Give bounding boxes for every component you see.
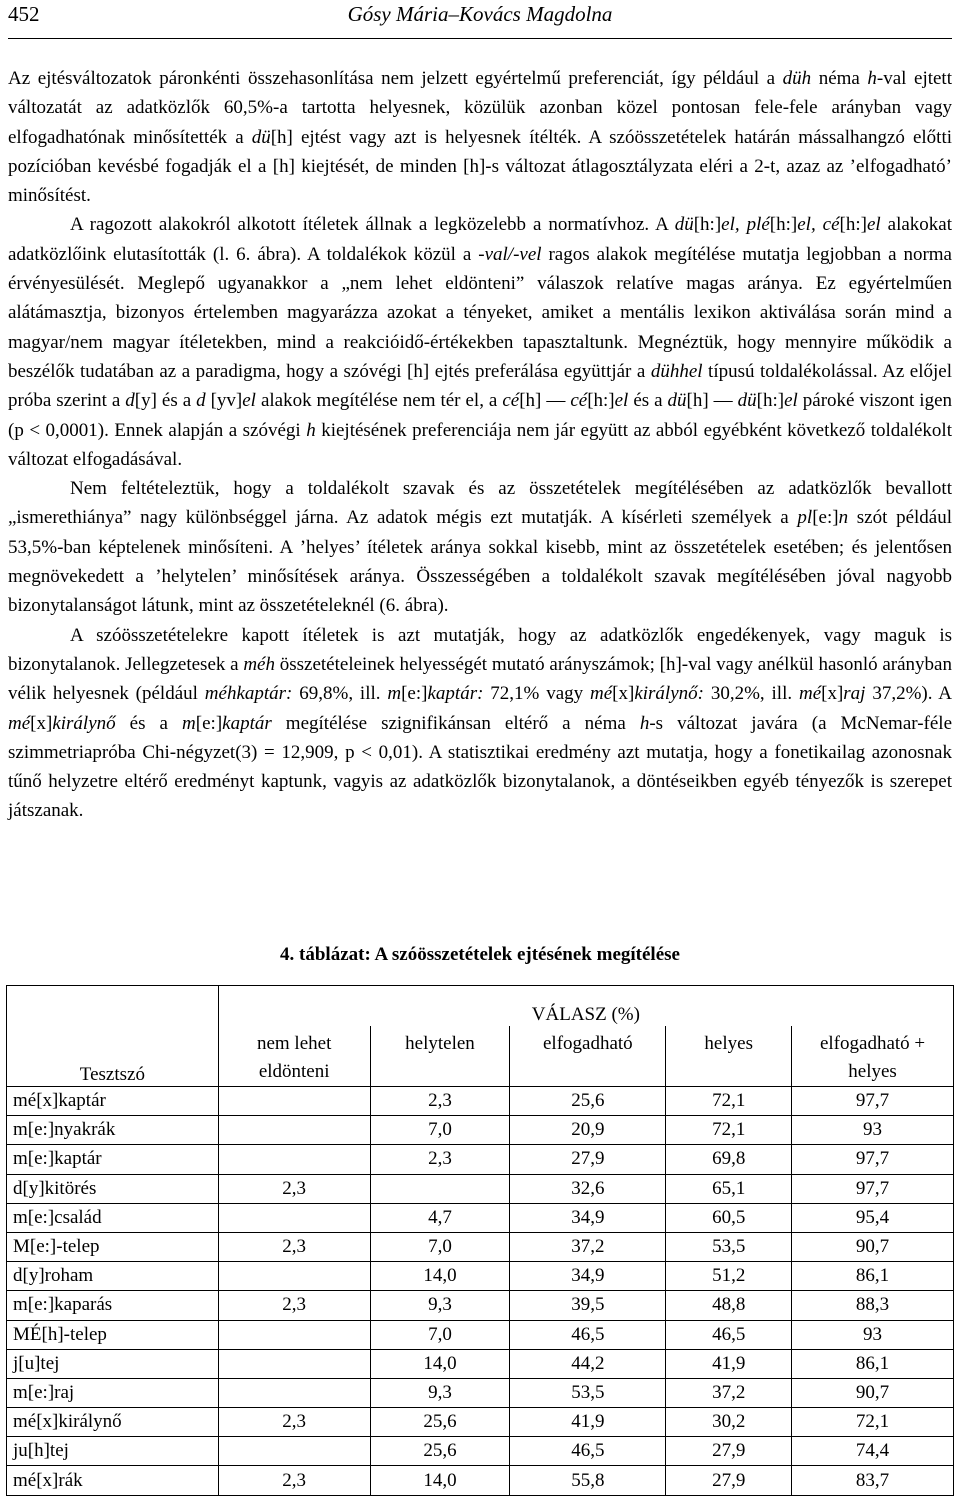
value-cell: 4,7	[370, 1203, 510, 1232]
value-cell: 72,1	[792, 1408, 954, 1437]
value-cell: 25,6	[370, 1408, 510, 1437]
value-cell: 2,3	[218, 1408, 370, 1437]
col-header-helyes: helyes	[666, 1026, 792, 1087]
value-cell	[218, 1349, 370, 1378]
table-row	[7, 1408, 954, 1437]
value-cell: 2,3	[218, 1291, 370, 1320]
value-cell: 53,5	[666, 1232, 792, 1261]
value-cell: 69,8	[666, 1145, 792, 1174]
table-row	[7, 1320, 954, 1349]
value-cell: 97,7	[792, 1145, 954, 1174]
value-cell: 46,5	[666, 1320, 792, 1349]
paragraph: A szóösszetételekre kapott ítéletek is azt mutatják, hogy az adatközlők engedékenyek, vagy maguk is bizonytalanok. Jellegzetesek a méh összetételeinek helyességét mutató arányszámok; [h]-val vagy anélkül hasonló arányban vélik helyesnek (például méhkaptár: 69,8%, ill. m[e:]kaptár: 72,1% vagy mé[x]királynő: 30,2%, ill. mé[x]raj 37,2%). A mé[x]királynő és a m[e:]kaptár megítélése szignifikánsan eltérő a néma h-s változat javára (a McNemar-féle szimmetriapróba Chi-négyzet(3) = 12,909, p < 0,01). A statisztikai eredmény azt mutatja, hogy a fonetikailag azonosnak tűnő helyzetre eltérő eredményt kaptunk, vagyis az adatközlők bizonytalanok, a döntéseikben egyéb tényezők is szerepet játszanak.	[8, 624, 953, 822]
test-word-cell: MÉ[h]-telep	[7, 1320, 219, 1349]
value-cell: 25,6	[370, 1437, 510, 1466]
value-cell	[370, 1174, 510, 1203]
col-header-nem-lehet-eldonteni: nem lehet eldönteni	[218, 1026, 370, 1087]
table-row	[7, 1437, 954, 1466]
value-cell: 44,2	[510, 1349, 666, 1378]
test-word-cell: m[e:]raj	[7, 1378, 219, 1407]
body-text	[8, 64, 952, 826]
value-cell: 37,2	[666, 1378, 792, 1407]
paragraph: A ragozott alakokról alkotott ítéletek állnak a legközelebb a normatívhoz. A dü[h:]el, plé[h:]el, cé[h:]el alakokat adatközlőink elutasították (l. 6. ábra). A toldalékok közül a -val/-vel ragos alakok megítélése mutatja legjobban a norma érvényesülését. Meglepő ugyanakkor a „nem lehet eldönteni” válaszok relatíve magas aránya. Ez egyértelműen alátámasztja, bizonyos értelemben magyarázza azokat a tényeket, amiket a mentális lexikon aktiválása során mind a magyar/nem magyar ítéletekben, mind a reakcióidő-értékekben tapasztaltunk. Megnéztük, hogy mennyire működik a beszélők tudatában az a paradigma, hogy a szóvégi [h] ejtés preferálása együttjár a dühhel típusú toldalékolással. Az előjel próba szerint a d[y] és a d [yv]el alakok megítélése nem tér el, a cé[h] — cé[h:]el és a dü[h] — dü[h:]el pároké viszont igen (p < 0,0001). Ennek alapján a szóvégi h kiejtésének preferenciája nem jár együtt az abból egyébként következő toldalékolt változat elfogadásával.	[8, 214, 953, 470]
value-cell: 97,7	[792, 1087, 954, 1116]
test-word-cell: j[u]tej	[7, 1349, 219, 1378]
value-cell: 48,8	[666, 1291, 792, 1320]
value-cell: 95,4	[792, 1203, 954, 1232]
test-word-cell: m[e:]kaparás	[7, 1291, 219, 1320]
value-cell: 37,2	[510, 1232, 666, 1261]
col-header-tesztszo: Tesztszó	[7, 986, 219, 1087]
value-cell: 32,6	[510, 1174, 666, 1203]
table-caption: 4. táblázat: A szóösszetételek ejtésének megítélése	[280, 944, 680, 965]
value-cell	[218, 1116, 370, 1145]
table-row	[7, 1349, 954, 1378]
test-word-cell: mé[x]királynő	[7, 1408, 219, 1437]
test-word-cell: m[e:]nyakrák	[7, 1116, 219, 1145]
value-cell: 51,2	[666, 1262, 792, 1291]
value-cell: 46,5	[510, 1320, 666, 1349]
value-cell: 65,1	[666, 1174, 792, 1203]
value-cell: 93	[792, 1320, 954, 1349]
table-row	[7, 1087, 954, 1116]
table-row	[7, 1116, 954, 1145]
running-head-authors: Gósy Mária–Kovács Magdolna	[347, 2, 613, 26]
table-row	[7, 1145, 954, 1174]
table-row	[7, 1232, 954, 1261]
value-cell: 2,3	[370, 1087, 510, 1116]
value-cell: 14,0	[370, 1262, 510, 1291]
col-header-helytelen: helytelen	[370, 1026, 510, 1087]
test-word-cell: d[y]roham	[7, 1262, 219, 1291]
test-word-cell: mé[x]rák	[7, 1466, 219, 1495]
value-cell: 93	[792, 1116, 954, 1145]
page-number: 452	[8, 2, 40, 26]
table-row	[7, 1466, 954, 1495]
value-cell	[218, 1145, 370, 1174]
test-word-cell: mé[x]kaptár	[7, 1087, 219, 1116]
value-cell: 88,3	[792, 1291, 954, 1320]
value-cell: 86,1	[792, 1349, 954, 1378]
table-row	[7, 1378, 954, 1407]
value-cell: 41,9	[510, 1408, 666, 1437]
test-word-cell: m[e:]család	[7, 1203, 219, 1232]
value-cell: 83,7	[792, 1466, 954, 1495]
value-cell: 60,5	[666, 1203, 792, 1232]
value-cell: 25,6	[510, 1087, 666, 1116]
value-cell: 7,0	[370, 1320, 510, 1349]
value-cell: 14,0	[370, 1466, 510, 1495]
table-row	[7, 1262, 954, 1291]
table-row	[7, 1203, 954, 1232]
running-header	[8, 0, 952, 39]
value-cell: 2,3	[218, 1232, 370, 1261]
test-word-cell: d[y]kitörés	[7, 1174, 219, 1203]
value-cell: 7,0	[370, 1232, 510, 1261]
value-cell: 9,3	[370, 1291, 510, 1320]
value-cell: 2,3	[370, 1145, 510, 1174]
value-cell: 86,1	[792, 1262, 954, 1291]
value-cell: 27,9	[510, 1145, 666, 1174]
value-cell: 46,5	[510, 1437, 666, 1466]
group-header-valasz: VÁLASZ (%)	[218, 986, 953, 1027]
value-cell: 2,3	[218, 1174, 370, 1203]
test-word-cell: M[e:]-telep	[7, 1232, 219, 1261]
value-cell: 72,1	[666, 1087, 792, 1116]
value-cell: 20,9	[510, 1116, 666, 1145]
value-cell: 34,9	[510, 1262, 666, 1291]
table-row	[7, 1174, 954, 1203]
value-cell: 72,1	[666, 1116, 792, 1145]
value-cell	[218, 1320, 370, 1349]
table-row	[7, 1291, 954, 1320]
value-cell: 30,2	[666, 1408, 792, 1437]
value-cell: 90,7	[792, 1378, 954, 1407]
value-cell: 39,5	[510, 1291, 666, 1320]
value-cell: 34,9	[510, 1203, 666, 1232]
value-cell: 97,7	[792, 1174, 954, 1203]
value-cell	[218, 1437, 370, 1466]
value-cell: 27,9	[666, 1466, 792, 1495]
value-cell: 27,9	[666, 1437, 792, 1466]
value-cell	[218, 1087, 370, 1116]
value-cell: 14,0	[370, 1349, 510, 1378]
value-cell	[218, 1378, 370, 1407]
value-cell: 90,7	[792, 1232, 954, 1261]
value-cell: 74,4	[792, 1437, 954, 1466]
value-cell: 9,3	[370, 1378, 510, 1407]
value-cell: 41,9	[666, 1349, 792, 1378]
paragraph: Az ejtésváltozatok páronkénti összehasonlítása nem jelzett egyértelmű preferenciát, így például a düh néma h-val ejtett változatát az adatközlők 60,5%-a tartotta helyesnek, közülük azonban közel pontosan fele-fele arányban vagy elfogadhatónak minősítették a dü[h] ejtést vagy azt is helyesnek ítélték. A szóösszetételek határán mássalhangzó előtti pozícióban kevésbé fogadják el a [h] kiejtését, de minden [h]-s változat átlagosztályzata eléri a 2-t, azaz az ’elfogadható’ minősítést.	[8, 68, 953, 207]
value-cell: 53,5	[510, 1378, 666, 1407]
col-header-elfogadhato-helyes: elfogadható + helyes	[792, 1026, 954, 1087]
col-header-elfogadhato: elfogadható	[510, 1026, 666, 1087]
paragraph: Nem feltételeztük, hogy a toldalékolt szavak és az összetételek megítélésében az adatközlők bevallott „ismerethiánya” nagy különbséggel járna. Az adatok mégis ezt mutatják. A kísérleti személyek a pl[e:]n szót például 53,5%-ban képtelenek minősíteni. A ’helyes’ ítéletek aránya sokkal kisebb, mint az összetételek esetében; és jelentősen megnövekedett a ’helytelen’ minősítések aránya. Összességében a toldalékolt szavak megítélésében jóval nagyobb bizonytalanságot látunk, mint az összetételeknél (6. ábra).	[8, 478, 952, 617]
value-cell	[218, 1262, 370, 1291]
value-cell	[218, 1203, 370, 1232]
results-table	[6, 985, 954, 1496]
test-word-cell: m[e:]kaptár	[7, 1145, 219, 1174]
value-cell: 2,3	[218, 1466, 370, 1495]
test-word-cell: ju[h]tej	[7, 1437, 219, 1466]
value-cell: 55,8	[510, 1466, 666, 1495]
value-cell: 7,0	[370, 1116, 510, 1145]
